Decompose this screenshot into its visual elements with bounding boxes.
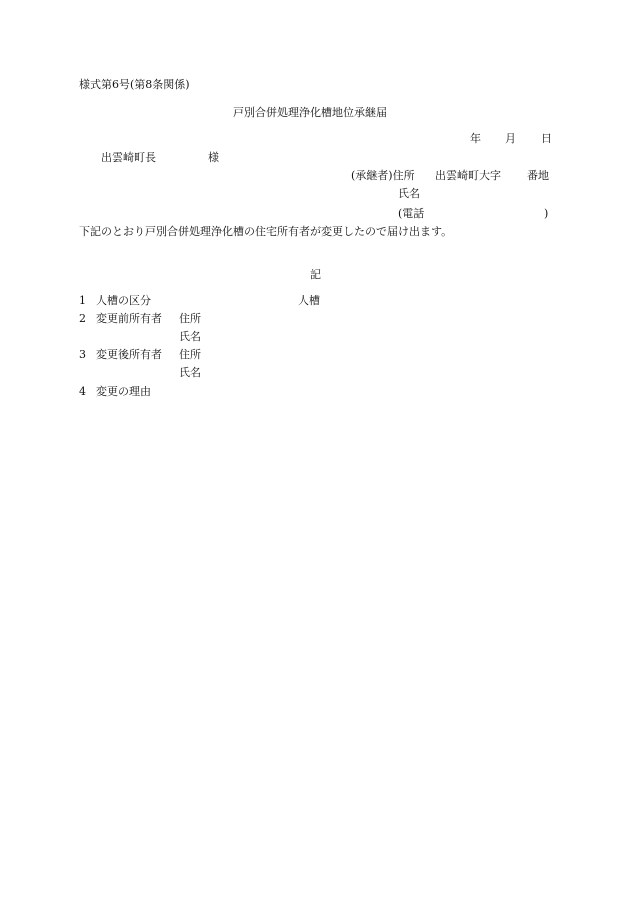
addressee-name: 出雲崎町長 <box>101 151 156 164</box>
item-4-number: 4 <box>79 385 86 398</box>
item-2-number: 2 <box>79 312 86 325</box>
successor-name-label: 氏名 <box>398 187 420 200</box>
item-3-name-label: 氏名 <box>179 366 201 379</box>
item-4-label: 変更の理由 <box>96 385 151 398</box>
form-number: 様式第6号(第8条関係) <box>79 78 190 91</box>
item-2-address-label: 住所 <box>179 312 201 325</box>
item-2-label: 変更前所有者 <box>96 312 162 325</box>
successor-phone-close: ) <box>544 207 549 220</box>
item-1-value: 人槽 <box>298 294 320 307</box>
date-year-label: 年 <box>470 132 481 145</box>
item-3-label: 変更後所有者 <box>96 348 162 361</box>
statement-text: 下記のとおり戸別合併処理浄化槽の住宅所有者が変更したので届け出ます。 <box>79 225 453 238</box>
successor-banchi-label: 番地 <box>527 169 549 182</box>
item-3-number: 3 <box>79 348 86 361</box>
successor-address-label: (承継者)住所 <box>351 169 415 182</box>
successor-phone-open: (電話 <box>398 207 425 220</box>
successor-address-value: 出雲崎町大字 <box>435 169 501 182</box>
document-title: 戸別合併処理浄化槽地位承継届 <box>233 106 387 119</box>
addressee-honorific: 様 <box>208 151 219 164</box>
item-2-name-label: 氏名 <box>179 330 201 343</box>
date-day-label: 日 <box>541 132 552 145</box>
item-1-label: 人槽の区分 <box>96 294 151 307</box>
date-month-label: 月 <box>505 132 516 145</box>
ki-heading: 記 <box>310 268 321 281</box>
item-3-address-label: 住所 <box>179 348 201 361</box>
item-1-number: 1 <box>79 294 86 307</box>
